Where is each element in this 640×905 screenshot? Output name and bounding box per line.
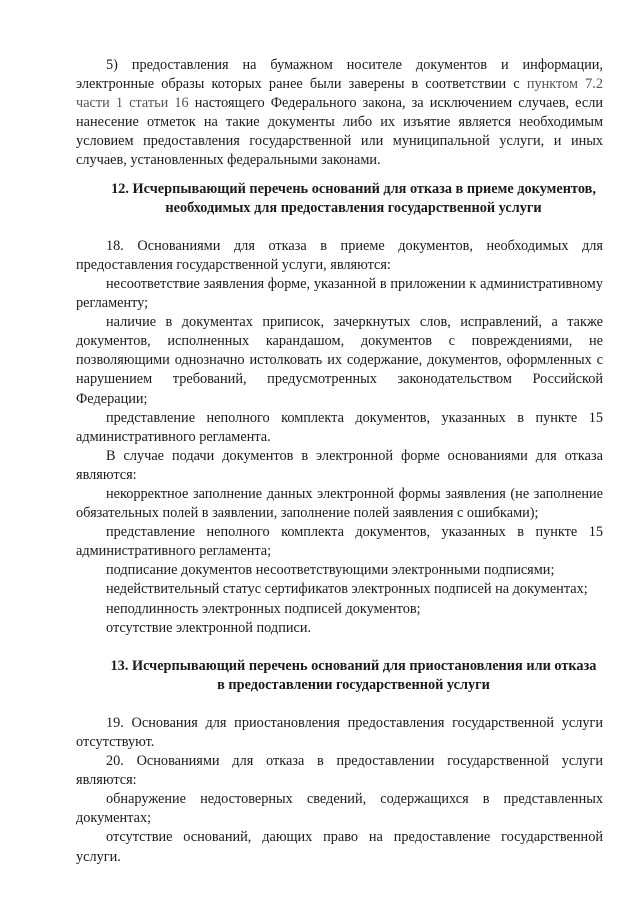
electronic-form-intro: В случае подачи документов в электронной форме основаниями для отказа являются:: [76, 447, 603, 483]
paragraph-20: 20. Основаниями для отказа в предоставлении государственной услуги являются:: [76, 753, 603, 789]
electronic-item: некорректное заполнение данных электронной формы заявления (не заполнение обязательных полей в заявлении, заполнение полей заявления с ошибками);: [76, 485, 603, 522]
intro-text-before-link: 5) предоставления на бумажном носителе документов и информации, электронные образы которых ранее были заверены в соответствии с: [76, 57, 603, 93]
section-12-item: наличие в документах приписок, зачеркнутых слов, исправлений, а также документов, исполненных карандашом, документов с повреждениями, не позволяющими однозначно истолковать их содержание, документов, оформленных с нарушением требований, предусмотренных законодательством Российской Федерации;: [76, 314, 603, 407]
section-12-heading: 12. Исчерпывающий перечень оснований для отказа в приеме документов, необходимых для предоставления государственной услуги: [111, 180, 596, 216]
paragraph-18: 18. Основаниями для отказа в приеме документов, необходимых для предоставления государственной услуги, являются:: [76, 237, 603, 273]
section-13-heading: 13. Исчерпывающий перечень оснований для приостановления или отказа в предоставлении государственной услуги: [110, 657, 597, 693]
law-reference-link[interactable]: пунктом 7.2 части 1 статьи 16: [76, 76, 603, 112]
section-12-item: представление неполного комплекта документов, указанных в пункте 15 административного регламента.: [76, 409, 603, 445]
intro-item-paragraph: [76, 56, 603, 171]
electronic-item: отсутствие электронной подписи.: [106, 619, 312, 636]
section-13-item: отсутствие оснований, дающих право на предоставление государственной услуги.: [76, 829, 603, 865]
electronic-item: подписание документов несоответствующими электронными подписями;: [106, 562, 555, 579]
section-12-item: несоответствие заявления форме, указанной в приложении к административному регламенту;: [76, 275, 603, 312]
electronic-item: недействительный статус сертификатов электронных подписей на документах;: [106, 581, 588, 598]
electronic-item: представление неполного комплекта документов, указанных в пункте 15 административного регламента;: [76, 524, 603, 560]
paragraph-19: 19. Основания для приостановления предоставления государственной услуги отсутствуют.: [76, 714, 603, 750]
section-13-item: обнаружение недостоверных сведений, содержащихся в представленных документах;: [76, 791, 603, 827]
document-page: [76, 56, 603, 867]
electronic-item: неподлинность электронных подписей документов;: [106, 600, 421, 617]
intro-text-after-link: настоящего Федерального закона, за исключением случаев, если нанесение отметок на такие документы либо их изъятие является необходимым условием предоставления государственной или муниципальной услуги, и иных случаев, установленных федеральными законами.: [76, 95, 603, 169]
